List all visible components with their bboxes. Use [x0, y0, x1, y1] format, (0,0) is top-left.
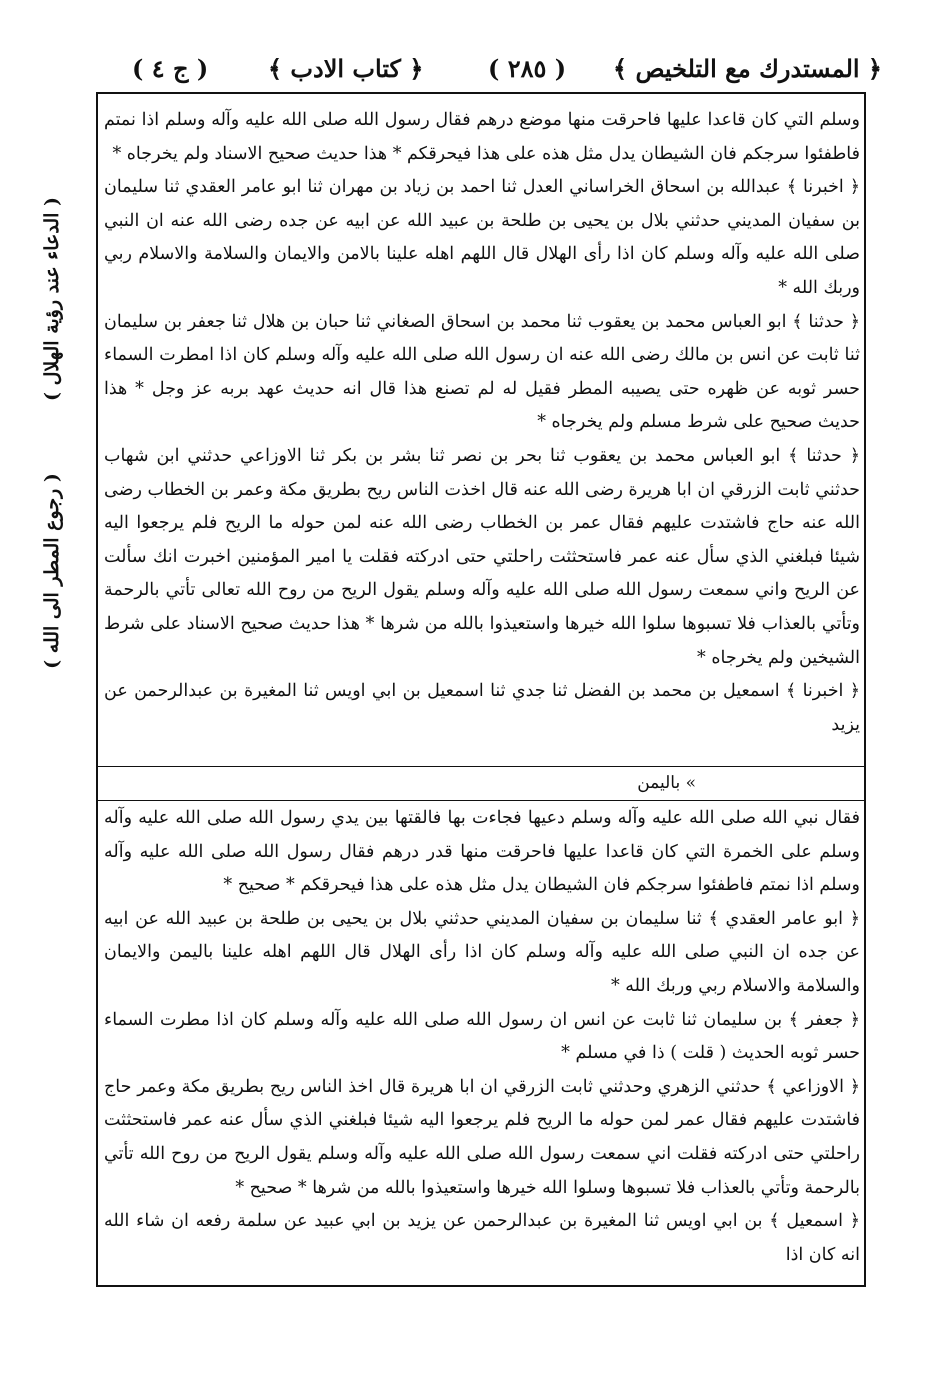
talkhis-text [104, 802, 860, 1272]
section-divider [96, 800, 866, 801]
paragraph: ﴿ ابو عامر العقدي ﴾ ثنا سليمان بن سفيان المديني حدثني بلال بن يحيى بن طلحة بن عبيد الله عن ابيه عن جده ان النبي صلى الله عليه وآله وسلم كان اذا رأى الهلال قال اللهم اهله علينا باليمن والايمان والسلامة والاسلام ربي وربك الله * [104, 908, 860, 996]
footnote-text: » باليمن [637, 773, 696, 793]
running-title: ﴿ المستدرك مع التلخيص ﴾ [613, 54, 882, 83]
paragraph: ﴿ حدثنا ﴾ ابو العباس محمد بن يعقوب ثنا بحر بن نصر ثنا بشر بن بكر ثنا الاوزاعي حدثني ابن شهاب حدثني ثابت الزرقي ان ابا هريرة رضى الله عنه قال اخذت الناس ريح بطريق مكة وعمر بن الخطاب رضى الله عنه حاج فاشتدت عليهم فقال عمر بن الخطاب رضى الله عنه لمن حوله ما الريح فلم يرجعوا اليه شيئا فبلغني الذي سأل عنه عمر فاستحثثت راحلتي حتى ادركته فقلت يا امير المؤمنين اخبرت انك سألت عن الريح واني سمعت رسول الله صلى الله عليه وآله وسلم يقول الريح من روح الله تعالى تأتي بالرحمة وتأتي بالعذاب فلا تسبوها سلوا الله خيرها واستعيذوا بالله من شرها * هذا حديث صحيح الاسناد على شرط الشيخين ولم يخرجاه * [104, 445, 860, 668]
book-title: ﴿ كتاب الادب ﴾ [268, 54, 424, 83]
paragraph: ﴿ اخبرنا ﴾ عبدالله بن اسحاق الخراساني العدل ثنا احمد بن زياد بن مهران ثنا ابو عامر العقدي ثنا سليمان بن سفيان المديني حدثني بلال بن يحيى بن طلحة بن عبيد الله عن ابيه عن جده رضى الله عنه ان النبي صلى الله عليه وآله وسلم كان اذا رأى الهلال قال اللهم اهله علينا بالامن والايمان والسلامة والاسلام ربي وربك الله * [104, 177, 860, 298]
paragraph: فقال نبي الله صلى الله عليه وآله وسلم دعيها فجاءت بها فالقتها بين يدي رسول الله صلى الله عليه وآله وسلم على الخمرة التي كان قاعدا عليها فاحرقت منها قدر درهم فقال رسول الله صلى الله عليه وآله وسلم اذا نمتم فاطفئوا سرجكم فان الشيطان يدل مثل هذه على هذا فيحرقكم * صحيح * [104, 808, 860, 896]
margin-note: ( الدعاء عند رؤية الهلال ) [41, 197, 63, 401]
paragraph: ﴿ اسمعيل ﴾ بن ابي اويس ثنا المغيرة بن عبدالرحمن عن يزيد بن ابي عبيد عن سلمة رفعه ان شاء الله انه كان اذا [104, 1211, 860, 1265]
paragraph: ﴿ حدثنا ﴾ ابو العباس محمد بن يعقوب ثنا محمد بن اسحاق الصغاني ثنا حبان بن هلال ثنا جعفر بن سليمان ثنا ثابت عن انس بن مالك رضى الله عنه ان رسول الله صلى الله عليه وآله وسلم كان اذا امطرت السماء حسر ثوبه عن ظهره حتى يصيبه المطر فقيل له لم تصنع هذا قال انه حديث عهد بربه عز وجل * هذا حديث صحيح على شرط مسلم ولم يخرجاه * [104, 311, 860, 433]
volume-number: ( ج ٤ ) [132, 54, 209, 83]
paragraph: وسلم التي كان قاعدا عليها فاحرقت منها موضع درهم فقال رسول الله صلى الله عليه وآله وسلم اذا نمتم فاطفئوا سرجكم فان الشيطان يدل مثل هذه على هذا فيحرقكم * هذا حديث صحيح الاسناد ولم يخرجاه * [104, 110, 860, 164]
page-number: ( ٢٨٥ ) [488, 54, 567, 83]
main-text [104, 104, 860, 742]
paragraph: ﴿ اخبرنا ﴾ اسمعيل بن محمد بن الفضل ثنا جدي ثنا اسمعيل بن ابي اويس ثنا المغيرة بن عبدالرحمن عن يزيد [104, 681, 860, 735]
footnote-line [96, 766, 866, 800]
paragraph: ﴿ الاوزاعي ﴾ حدثني الزهري وحدثني ثابت الزرقي ان ابا هريرة قال اخذ الناس ريح بطريق مكة وعمر حاج فاشتدت عليهم فقال عمر لمن حوله ما الريح فلم يرجعوا اليه شيئا فبلغني الذي سأل عنه عمر فاستحثثت راحلتي حتى ادركته فقلت اني سمعت رسول الله صلى الله عليه وآله وسلم يقول الريح من روح الله تأتي بالرحمة وتأتي بالعذاب فلا تسبوها وسلوا الله خيرها واستعيذوا بالله من شرها * صحيح * [104, 1076, 860, 1198]
margin-note: ( رجوع المطر الى الله ) [41, 473, 63, 669]
paragraph: ﴿ جعفر ﴾ بن سليمان ثنا ثابت عن انس ان رسول الله صلى الله عليه وآله وسلم كان اذا مطرت السماء حسر ثوبه الحديث ( قلت ) ذا في مسلم * [104, 1009, 860, 1064]
